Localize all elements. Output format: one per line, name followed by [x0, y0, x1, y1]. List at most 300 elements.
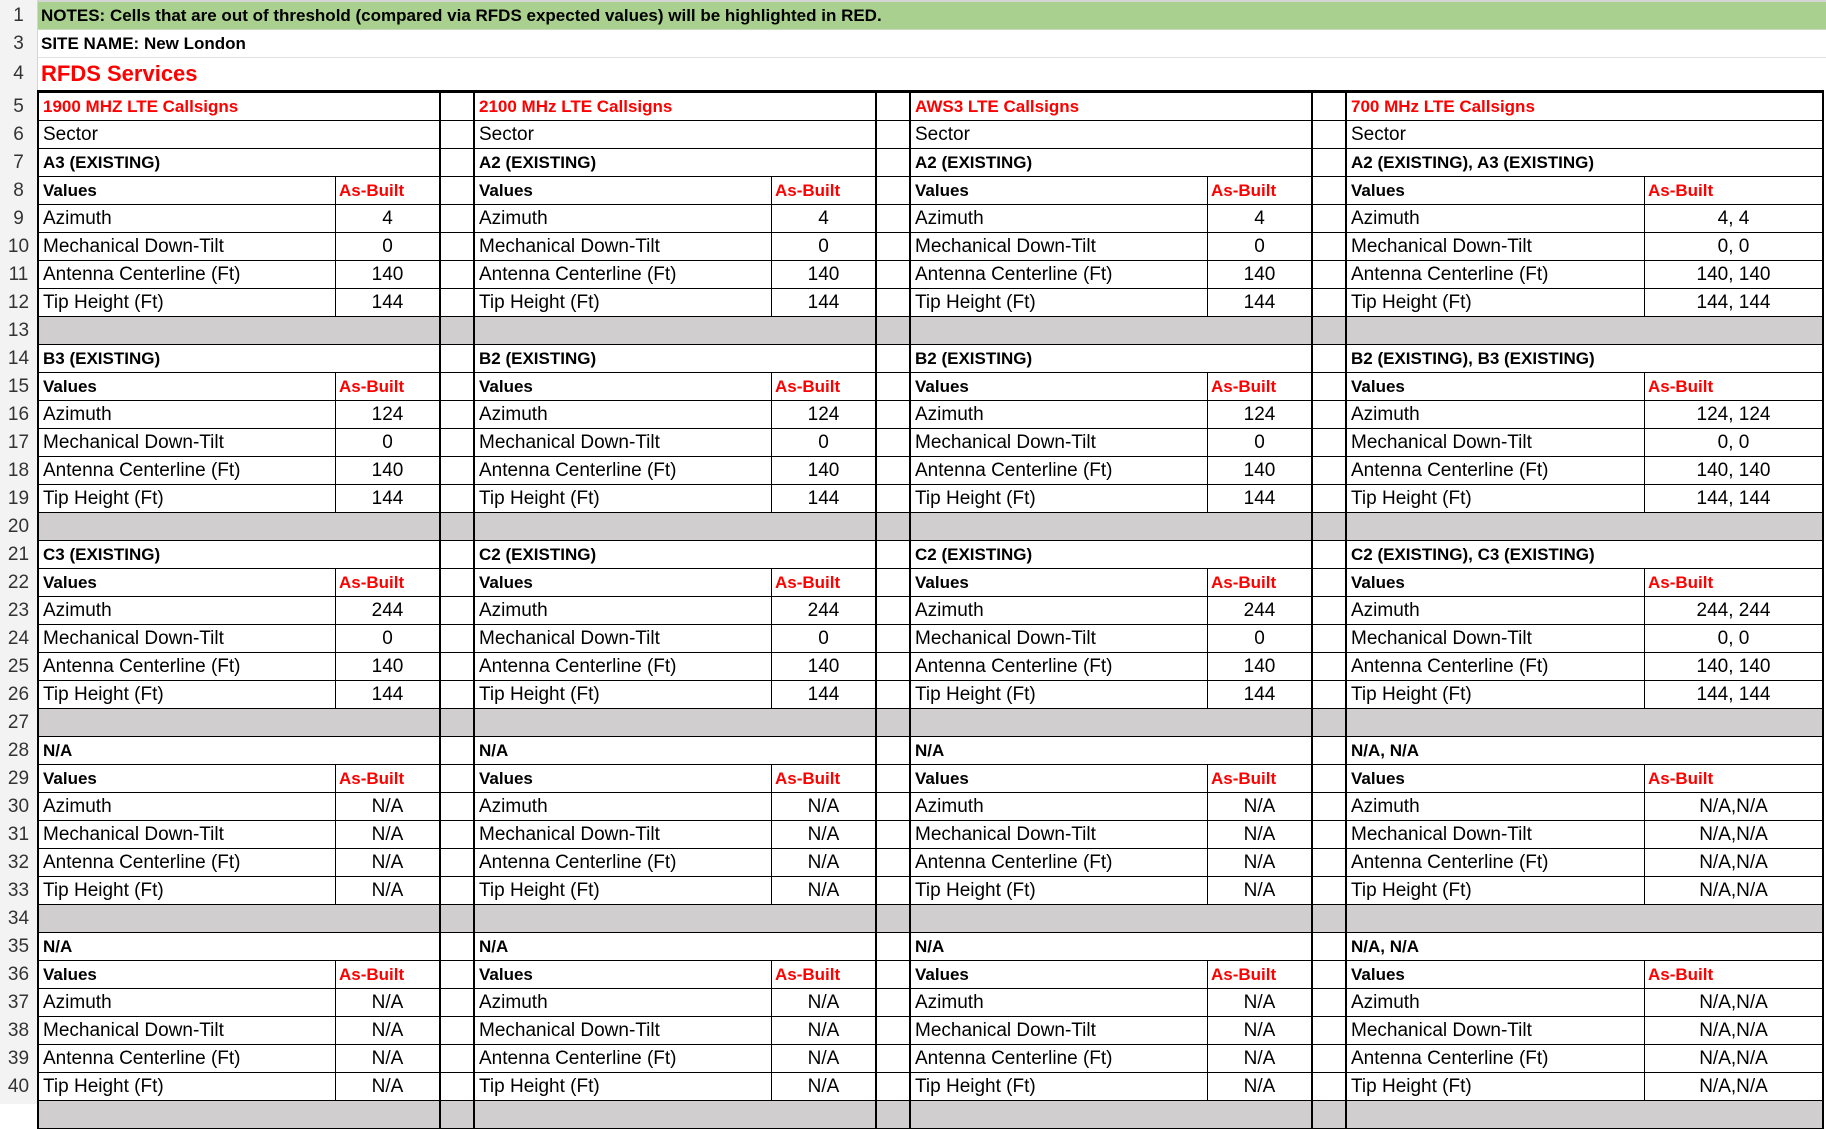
as-built-header-cell[interactable]: As-Built [1644, 373, 1824, 401]
metric-label-tip[interactable]: Tip Height (Ft) [37, 289, 335, 317]
metric-label-centerline[interactable]: Antenna Centerline (Ft) [37, 849, 335, 877]
sector-name-cell[interactable]: C2 (EXISTING) [909, 541, 1311, 569]
notes-banner[interactable]: NOTES: Cells that are out of threshold (compared via RFDS expected values) will be highlighted in RED. [38, 2, 1826, 30]
metric-value-azimuth[interactable]: 4 [1207, 205, 1311, 233]
callsign-title-cell[interactable]: 2100 MHz LTE Callsigns [473, 93, 875, 121]
row-number[interactable]: 9 [13, 208, 24, 229]
sector-name-cell[interactable]: N/A, N/A [1345, 737, 1824, 765]
spacer-cell[interactable] [439, 905, 473, 933]
spacer-cell[interactable] [439, 401, 473, 429]
metric-label-azimuth[interactable]: Azimuth [1345, 205, 1644, 233]
metric-label-tilt[interactable]: Mechanical Down-Tilt [909, 625, 1207, 653]
spacer-cell[interactable] [875, 709, 909, 737]
metric-label-tilt[interactable]: Mechanical Down-Tilt [37, 1017, 335, 1045]
sector-name-cell[interactable]: C3 (EXISTING) [37, 541, 439, 569]
as-built-header-cell[interactable]: As-Built [771, 961, 875, 989]
metric-label-azimuth[interactable]: Azimuth [473, 989, 771, 1017]
row-number[interactable]: 4 [13, 63, 24, 84]
separator-cell[interactable] [37, 709, 439, 737]
metric-label-tilt[interactable]: Mechanical Down-Tilt [909, 429, 1207, 457]
metric-label-azimuth[interactable]: Azimuth [473, 205, 771, 233]
spacer-cell[interactable] [875, 149, 909, 177]
sector-name-cell[interactable]: N/A [473, 933, 875, 961]
spacer-cell[interactable] [1311, 1045, 1345, 1073]
spacer-cell[interactable] [439, 1045, 473, 1073]
separator-cell[interactable] [909, 317, 1311, 345]
spacer-cell[interactable] [875, 905, 909, 933]
metric-label-azimuth[interactable]: Azimuth [909, 597, 1207, 625]
spacer-cell[interactable] [439, 541, 473, 569]
spacer-cell[interactable] [439, 737, 473, 765]
spacer-cell[interactable] [875, 373, 909, 401]
spacer-cell[interactable] [1311, 1017, 1345, 1045]
metric-value-azimuth[interactable]: 244 [335, 597, 439, 625]
metric-value-centerline[interactable]: N/A,N/A [1644, 849, 1824, 877]
spacer-cell[interactable] [1311, 933, 1345, 961]
metric-value-azimuth[interactable]: N/A [771, 793, 875, 821]
metric-value-azimuth[interactable]: N/A [771, 989, 875, 1017]
separator-cell[interactable] [909, 513, 1311, 541]
metric-label-centerline[interactable]: Antenna Centerline (Ft) [473, 653, 771, 681]
metric-label-azimuth[interactable]: Azimuth [37, 597, 335, 625]
row-number[interactable]: 29 [7, 768, 30, 789]
metric-label-centerline[interactable]: Antenna Centerline (Ft) [1345, 849, 1644, 877]
spacer-cell[interactable] [875, 569, 909, 597]
spacer-cell[interactable] [1311, 625, 1345, 653]
metric-value-centerline[interactable]: 140 [335, 457, 439, 485]
spacer-cell[interactable] [1311, 177, 1345, 205]
row-number[interactable]: 5 [13, 96, 24, 117]
metric-label-tilt[interactable]: Mechanical Down-Tilt [1345, 625, 1644, 653]
as-built-header-cell[interactable]: As-Built [335, 177, 439, 205]
row-number[interactable]: 18 [7, 460, 30, 481]
spacer-cell[interactable] [1311, 597, 1345, 625]
metric-value-azimuth[interactable]: N/A,N/A [1644, 793, 1824, 821]
row-number[interactable]: 23 [7, 600, 30, 621]
row-number[interactable]: 19 [7, 488, 30, 509]
metric-label-tip[interactable]: Tip Height (Ft) [1345, 877, 1644, 905]
separator-cell[interactable] [37, 905, 439, 933]
row-number[interactable]: 13 [7, 320, 30, 341]
callsign-title-cell[interactable]: 1900 MHZ LTE Callsigns [37, 93, 439, 121]
spacer-cell[interactable] [875, 765, 909, 793]
sector-name-cell[interactable]: B2 (EXISTING) [473, 345, 875, 373]
metric-value-tilt[interactable]: N/A,N/A [1644, 821, 1824, 849]
metric-label-centerline[interactable]: Antenna Centerline (Ft) [909, 261, 1207, 289]
spacer-cell[interactable] [439, 373, 473, 401]
metric-label-azimuth[interactable]: Azimuth [473, 793, 771, 821]
metric-value-centerline[interactable]: 140 [1207, 653, 1311, 681]
row-number[interactable]: 6 [13, 124, 24, 145]
values-header-cell[interactable]: Values [909, 373, 1207, 401]
metric-value-tilt[interactable]: N/A [1207, 1017, 1311, 1045]
as-built-header-cell[interactable]: As-Built [1644, 569, 1824, 597]
metric-value-azimuth[interactable]: 4, 4 [1644, 205, 1824, 233]
metric-label-centerline[interactable]: Antenna Centerline (Ft) [909, 457, 1207, 485]
spacer-cell[interactable] [875, 345, 909, 373]
values-header-cell[interactable]: Values [37, 373, 335, 401]
row-number[interactable]: 15 [7, 376, 30, 397]
metric-label-tip[interactable]: Tip Height (Ft) [37, 485, 335, 513]
as-built-header-cell[interactable]: As-Built [771, 765, 875, 793]
spacer-cell[interactable] [1311, 401, 1345, 429]
as-built-header-cell[interactable]: As-Built [771, 177, 875, 205]
spacer-cell[interactable] [439, 653, 473, 681]
metric-value-tip[interactable]: 144 [335, 681, 439, 709]
spacer-cell[interactable] [439, 233, 473, 261]
spacer-cell[interactable] [439, 625, 473, 653]
spacer-cell[interactable] [439, 93, 473, 121]
metric-value-tilt[interactable]: 0 [1207, 233, 1311, 261]
metric-value-tilt[interactable]: 0 [335, 233, 439, 261]
spacer-cell[interactable] [1311, 345, 1345, 373]
metric-label-tilt[interactable]: Mechanical Down-Tilt [473, 233, 771, 261]
spacer-cell[interactable] [875, 1045, 909, 1073]
metric-label-tilt[interactable]: Mechanical Down-Tilt [1345, 429, 1644, 457]
spacer-cell[interactable] [875, 849, 909, 877]
metric-label-tilt[interactable]: Mechanical Down-Tilt [1345, 233, 1644, 261]
spacer-cell[interactable] [875, 989, 909, 1017]
spacer-cell[interactable] [439, 317, 473, 345]
values-header-cell[interactable]: Values [473, 373, 771, 401]
spacer-cell[interactable] [875, 513, 909, 541]
spacer-cell[interactable] [1311, 513, 1345, 541]
metric-label-azimuth[interactable]: Azimuth [909, 401, 1207, 429]
spacer-cell[interactable] [1311, 541, 1345, 569]
metric-value-tilt[interactable]: 0 [1207, 625, 1311, 653]
metric-label-tip[interactable]: Tip Height (Ft) [473, 877, 771, 905]
metric-value-centerline[interactable]: 140, 140 [1644, 261, 1824, 289]
metric-value-centerline[interactable]: 140 [1207, 261, 1311, 289]
spacer-cell[interactable] [875, 429, 909, 457]
metric-value-tip[interactable]: 144 [771, 485, 875, 513]
row-number[interactable]: 40 [7, 1076, 30, 1097]
section-title-cell[interactable]: RFDS Services [41, 61, 198, 86]
spacer-cell[interactable] [875, 681, 909, 709]
separator-cell[interactable] [37, 1101, 439, 1129]
metric-value-azimuth[interactable]: N/A [1207, 793, 1311, 821]
metric-value-tip[interactable]: N/A [771, 1073, 875, 1101]
sector-name-cell[interactable]: A2 (EXISTING) [909, 149, 1311, 177]
as-built-header-cell[interactable]: As-Built [1644, 765, 1824, 793]
metric-label-azimuth[interactable]: Azimuth [909, 793, 1207, 821]
metric-label-azimuth[interactable]: Azimuth [1345, 401, 1644, 429]
callsign-title-cell[interactable]: 700 MHz LTE Callsigns [1345, 93, 1824, 121]
metric-label-tilt[interactable]: Mechanical Down-Tilt [1345, 821, 1644, 849]
metric-value-centerline[interactable]: N/A [771, 849, 875, 877]
row-number[interactable]: 26 [7, 684, 30, 705]
sector-label-cell[interactable]: Sector [1345, 121, 1824, 149]
metric-label-tip[interactable]: Tip Height (Ft) [909, 1073, 1207, 1101]
sector-name-cell[interactable]: N/A [909, 737, 1311, 765]
metric-label-tip[interactable]: Tip Height (Ft) [37, 1073, 335, 1101]
spacer-cell[interactable] [875, 261, 909, 289]
metric-value-azimuth[interactable]: 244 [1207, 597, 1311, 625]
separator-cell[interactable] [1345, 709, 1824, 737]
metric-label-tip[interactable]: Tip Height (Ft) [473, 1073, 771, 1101]
metric-label-tilt[interactable]: Mechanical Down-Tilt [37, 233, 335, 261]
spacer-cell[interactable] [1311, 737, 1345, 765]
row-number[interactable]: 11 [8, 264, 29, 285]
metric-label-centerline[interactable]: Antenna Centerline (Ft) [1345, 261, 1644, 289]
values-header-cell[interactable]: Values [1345, 569, 1644, 597]
row-number[interactable]: 3 [13, 33, 24, 54]
spacer-cell[interactable] [439, 821, 473, 849]
spacer-cell[interactable] [439, 457, 473, 485]
metric-label-centerline[interactable]: Antenna Centerline (Ft) [909, 849, 1207, 877]
spacer-cell[interactable] [1311, 317, 1345, 345]
metric-label-tilt[interactable]: Mechanical Down-Tilt [909, 233, 1207, 261]
values-header-cell[interactable]: Values [909, 961, 1207, 989]
spacer-cell[interactable] [1311, 793, 1345, 821]
metric-value-azimuth[interactable]: 244, 244 [1644, 597, 1824, 625]
metric-label-tilt[interactable]: Mechanical Down-Tilt [909, 821, 1207, 849]
separator-cell[interactable] [909, 905, 1311, 933]
as-built-header-cell[interactable]: As-Built [1644, 961, 1824, 989]
metric-label-azimuth[interactable]: Azimuth [37, 401, 335, 429]
separator-cell[interactable] [909, 1101, 1311, 1129]
metric-label-tip[interactable]: Tip Height (Ft) [473, 289, 771, 317]
row-number[interactable]: 33 [7, 880, 30, 901]
metric-label-centerline[interactable]: Antenna Centerline (Ft) [1345, 457, 1644, 485]
values-header-cell[interactable]: Values [473, 765, 771, 793]
spacer-cell[interactable] [439, 177, 473, 205]
metric-label-azimuth[interactable]: Azimuth [473, 597, 771, 625]
spacer-cell[interactable] [1311, 709, 1345, 737]
spacer-cell[interactable] [1311, 121, 1345, 149]
spacer-cell[interactable] [875, 317, 909, 345]
metric-value-tip[interactable]: N/A [335, 877, 439, 905]
metric-label-centerline[interactable]: Antenna Centerline (Ft) [909, 653, 1207, 681]
spacer-cell[interactable] [875, 1101, 909, 1129]
spacer-cell[interactable] [875, 597, 909, 625]
metric-value-tilt[interactable]: 0, 0 [1644, 429, 1824, 457]
metric-value-azimuth[interactable]: 124, 124 [1644, 401, 1824, 429]
values-header-cell[interactable]: Values [473, 177, 771, 205]
spacer-cell[interactable] [439, 569, 473, 597]
row-number[interactable]: 34 [7, 908, 30, 929]
row-number[interactable]: 38 [7, 1020, 30, 1041]
separator-cell[interactable] [909, 709, 1311, 737]
metric-label-tilt[interactable]: Mechanical Down-Tilt [1345, 1017, 1644, 1045]
values-header-cell[interactable]: Values [37, 569, 335, 597]
metric-label-azimuth[interactable]: Azimuth [909, 205, 1207, 233]
spacer-cell[interactable] [875, 121, 909, 149]
metric-label-azimuth[interactable]: Azimuth [1345, 793, 1644, 821]
as-built-header-cell[interactable]: As-Built [335, 765, 439, 793]
row-number[interactable]: 30 [7, 796, 30, 817]
metric-label-centerline[interactable]: Antenna Centerline (Ft) [473, 1045, 771, 1073]
separator-cell[interactable] [1345, 905, 1824, 933]
metric-label-centerline[interactable]: Antenna Centerline (Ft) [37, 457, 335, 485]
spacer-cell[interactable] [439, 1101, 473, 1129]
row-number[interactable]: 16 [7, 404, 30, 425]
spacer-cell[interactable] [1311, 569, 1345, 597]
metric-value-tilt[interactable]: 0 [771, 429, 875, 457]
metric-label-tilt[interactable]: Mechanical Down-Tilt [37, 625, 335, 653]
spacer-cell[interactable] [1311, 429, 1345, 457]
sector-name-cell[interactable]: C2 (EXISTING), C3 (EXISTING) [1345, 541, 1824, 569]
metric-label-tip[interactable]: Tip Height (Ft) [909, 681, 1207, 709]
spacer-cell[interactable] [1311, 653, 1345, 681]
row-number[interactable]: 20 [7, 516, 30, 537]
metric-value-tip[interactable]: N/A,N/A [1644, 1073, 1824, 1101]
metric-value-tilt[interactable]: 0 [1207, 429, 1311, 457]
spacer-cell[interactable] [1311, 289, 1345, 317]
spacer-cell[interactable] [1311, 205, 1345, 233]
row-number[interactable]: 25 [7, 656, 30, 677]
sector-name-cell[interactable]: B3 (EXISTING) [37, 345, 439, 373]
metric-value-tilt[interactable]: 0, 0 [1644, 625, 1824, 653]
spacer-cell[interactable] [439, 961, 473, 989]
metric-value-tip[interactable]: N/A [1207, 1073, 1311, 1101]
metric-value-centerline[interactable]: 140 [771, 261, 875, 289]
spacer-cell[interactable] [1311, 93, 1345, 121]
metric-value-tip[interactable]: 144 [771, 681, 875, 709]
spacer-cell[interactable] [1311, 485, 1345, 513]
separator-cell[interactable] [473, 1101, 875, 1129]
metric-label-centerline[interactable]: Antenna Centerline (Ft) [473, 457, 771, 485]
spacer-cell[interactable] [1311, 765, 1345, 793]
metric-value-centerline[interactable]: 140 [1207, 457, 1311, 485]
spacer-cell[interactable] [439, 149, 473, 177]
metric-value-tip[interactable]: N/A,N/A [1644, 877, 1824, 905]
separator-cell[interactable] [473, 317, 875, 345]
metric-value-tilt[interactable]: N/A [335, 1017, 439, 1045]
metric-value-azimuth[interactable]: 244 [771, 597, 875, 625]
values-header-cell[interactable]: Values [909, 177, 1207, 205]
spacer-cell[interactable] [1311, 373, 1345, 401]
metric-label-azimuth[interactable]: Azimuth [37, 989, 335, 1017]
spacer-cell[interactable] [1311, 961, 1345, 989]
metric-value-centerline[interactable]: N/A [771, 1045, 875, 1073]
row-number[interactable]: 27 [7, 712, 30, 733]
metric-label-tilt[interactable]: Mechanical Down-Tilt [473, 429, 771, 457]
row-number[interactable]: 39 [7, 1048, 30, 1069]
spacer-cell[interactable] [439, 681, 473, 709]
spacer-cell[interactable] [439, 709, 473, 737]
spacer-cell[interactable] [439, 765, 473, 793]
metric-value-tip[interactable]: 144 [771, 289, 875, 317]
spacer-cell[interactable] [875, 653, 909, 681]
spacer-cell[interactable] [875, 793, 909, 821]
row-number[interactable]: 35 [7, 936, 30, 957]
metric-value-tilt[interactable]: N/A,N/A [1644, 1017, 1824, 1045]
sector-label-cell[interactable]: Sector [909, 121, 1311, 149]
metric-value-tip[interactable]: N/A [1207, 877, 1311, 905]
spacer-cell[interactable] [875, 821, 909, 849]
metric-value-tilt[interactable]: N/A [335, 821, 439, 849]
row-number[interactable]: 21 [7, 544, 30, 565]
spacer-cell[interactable] [439, 513, 473, 541]
as-built-header-cell[interactable]: As-Built [1207, 177, 1311, 205]
row-number[interactable]: 37 [7, 992, 30, 1013]
metric-value-tip[interactable]: 144 [1207, 289, 1311, 317]
metric-value-centerline[interactable]: 140, 140 [1644, 457, 1824, 485]
row-number[interactable]: 24 [7, 628, 30, 649]
metric-label-centerline[interactable]: Antenna Centerline (Ft) [37, 1045, 335, 1073]
spacer-cell[interactable] [1311, 821, 1345, 849]
metric-value-azimuth[interactable]: 124 [771, 401, 875, 429]
metric-value-tilt[interactable]: N/A [1207, 821, 1311, 849]
metric-label-centerline[interactable]: Antenna Centerline (Ft) [1345, 653, 1644, 681]
spacer-cell[interactable] [439, 485, 473, 513]
metric-value-tilt[interactable]: N/A [771, 1017, 875, 1045]
metric-value-tip[interactable]: 144, 144 [1644, 289, 1824, 317]
separator-cell[interactable] [37, 317, 439, 345]
as-built-header-cell[interactable]: As-Built [1207, 569, 1311, 597]
spacer-cell[interactable] [1311, 989, 1345, 1017]
metric-label-centerline[interactable]: Antenna Centerline (Ft) [1345, 1045, 1644, 1073]
metric-label-tip[interactable]: Tip Height (Ft) [909, 485, 1207, 513]
sector-name-cell[interactable]: A2 (EXISTING) [473, 149, 875, 177]
metric-value-centerline[interactable]: 140, 140 [1644, 653, 1824, 681]
metric-value-azimuth[interactable]: N/A [335, 989, 439, 1017]
spacer-cell[interactable] [1311, 1101, 1345, 1129]
row-number[interactable]: 7 [13, 152, 24, 173]
metric-value-tip[interactable]: 144, 144 [1644, 485, 1824, 513]
values-header-cell[interactable]: Values [909, 765, 1207, 793]
values-header-cell[interactable]: Values [473, 569, 771, 597]
separator-cell[interactable] [37, 513, 439, 541]
values-header-cell[interactable]: Values [37, 961, 335, 989]
spacer-cell[interactable] [1311, 681, 1345, 709]
spacer-cell[interactable] [1311, 905, 1345, 933]
spacer-cell[interactable] [1311, 849, 1345, 877]
metric-label-tip[interactable]: Tip Height (Ft) [909, 877, 1207, 905]
spacer-cell[interactable] [875, 1073, 909, 1101]
metric-label-tilt[interactable]: Mechanical Down-Tilt [473, 821, 771, 849]
sector-name-cell[interactable]: N/A [473, 737, 875, 765]
metric-value-azimuth[interactable]: 124 [335, 401, 439, 429]
spacer-cell[interactable] [439, 597, 473, 625]
sector-label-cell[interactable]: Sector [37, 121, 439, 149]
metric-label-centerline[interactable]: Antenna Centerline (Ft) [37, 653, 335, 681]
as-built-header-cell[interactable]: As-Built [335, 961, 439, 989]
metric-label-centerline[interactable]: Antenna Centerline (Ft) [37, 261, 335, 289]
row-number[interactable]: 1 [13, 5, 24, 26]
values-header-cell[interactable]: Values [1345, 177, 1644, 205]
metric-value-azimuth[interactable]: N/A [1207, 989, 1311, 1017]
metric-label-tip[interactable]: Tip Height (Ft) [37, 681, 335, 709]
metric-label-tip[interactable]: Tip Height (Ft) [473, 681, 771, 709]
separator-cell[interactable] [1345, 317, 1824, 345]
spacer-cell[interactable] [439, 989, 473, 1017]
spacer-cell[interactable] [875, 289, 909, 317]
spacer-cell[interactable] [875, 933, 909, 961]
metric-value-tip[interactable]: N/A [335, 1073, 439, 1101]
metric-value-tilt[interactable]: 0 [771, 625, 875, 653]
metric-value-tilt[interactable]: N/A [771, 821, 875, 849]
sector-name-cell[interactable]: N/A [909, 933, 1311, 961]
metric-label-azimuth[interactable]: Azimuth [1345, 597, 1644, 625]
values-header-cell[interactable]: Values [909, 569, 1207, 597]
spacer-cell[interactable] [439, 261, 473, 289]
metric-label-tip[interactable]: Tip Height (Ft) [37, 877, 335, 905]
row-number[interactable]: 8 [13, 180, 24, 201]
sector-name-cell[interactable]: A3 (EXISTING) [37, 149, 439, 177]
spacer-cell[interactable] [439, 1073, 473, 1101]
values-header-cell[interactable]: Values [37, 765, 335, 793]
metric-label-centerline[interactable]: Antenna Centerline (Ft) [473, 261, 771, 289]
metric-value-centerline[interactable]: 140 [771, 653, 875, 681]
spacer-cell[interactable] [439, 1017, 473, 1045]
metric-value-tip[interactable]: N/A [771, 877, 875, 905]
metric-value-tip[interactable]: 144 [335, 485, 439, 513]
row-number[interactable]: 10 [7, 236, 30, 257]
spacer-cell[interactable] [875, 205, 909, 233]
metric-label-centerline[interactable]: Antenna Centerline (Ft) [909, 1045, 1207, 1073]
